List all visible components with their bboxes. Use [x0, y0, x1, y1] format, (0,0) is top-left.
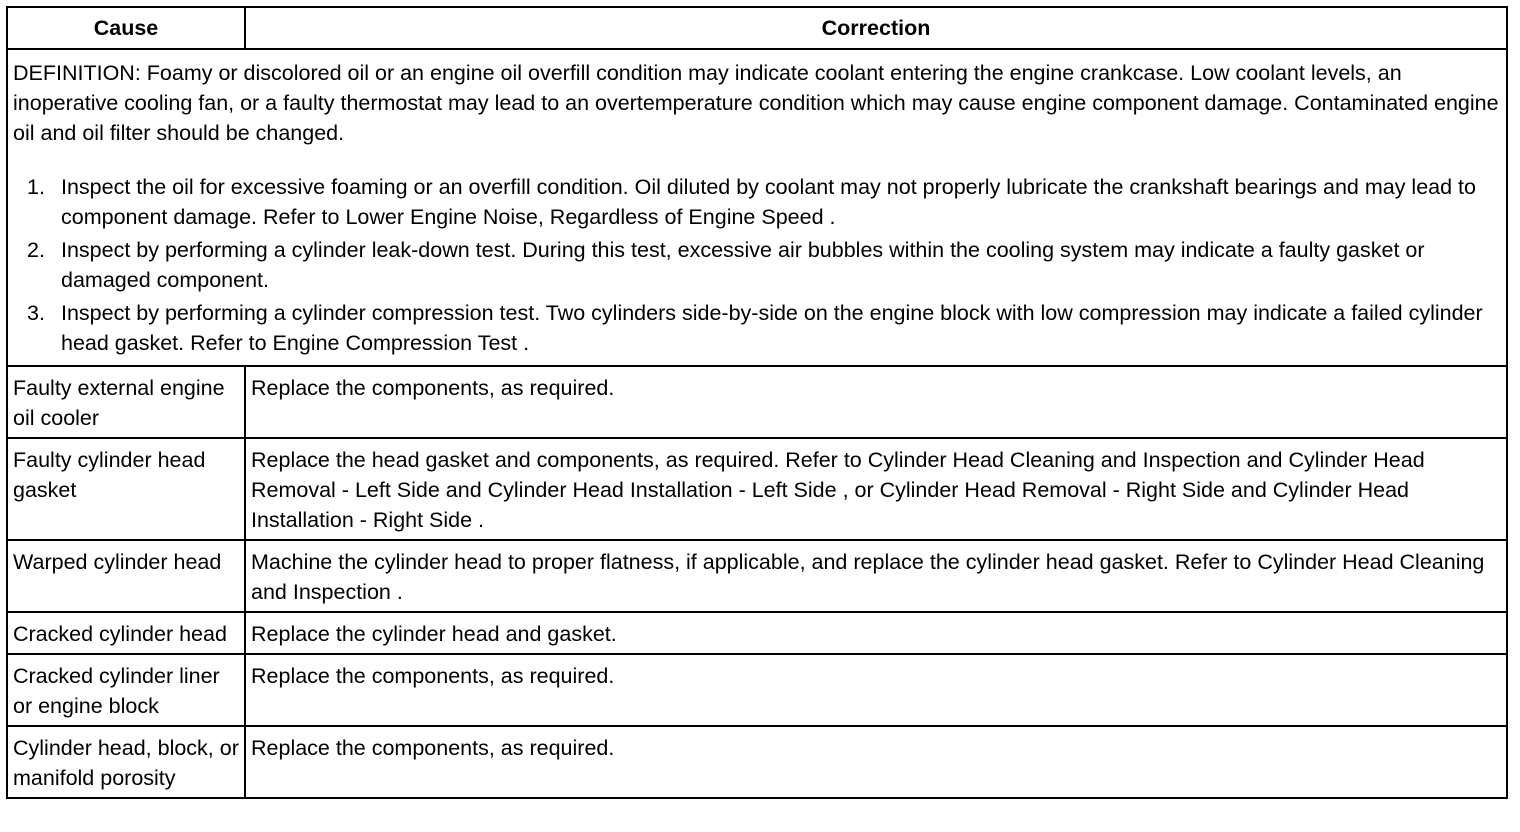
step-text: Inspect the oil for excessive foaming or an overfill condition. Oil diluted by coolant may not properly lubricate the crankshaft bearings and may lead to component damage. Refer to Lower Engine Noise, Regardless of Engine Speed . — [61, 175, 1476, 229]
cause-cell: Cracked cylinder liner or engine block — [7, 654, 245, 726]
correction-cell: Replace the components, as required. — [245, 366, 1507, 438]
definition-row — [7, 49, 1507, 366]
correction-cell: Replace the head gasket and components, as required. Refer to Cylinder Head Cleaning and Inspection and Cylinder Head Removal - Left Side and Cylinder Head Installation - Left Side , or Cylinder Head Removal - Right Side and Cylinder Head Installation - Right Side . — [245, 438, 1507, 540]
inspection-step — [27, 235, 1502, 295]
inspection-step — [27, 172, 1502, 232]
correction-column-header: Correction — [245, 7, 1507, 49]
step-text: Inspect by performing a cylinder compression test. Two cylinders side-by-side on the engine block with low compression may indicate a failed cylinder head gasket. Refer to Engine Compression Test . — [61, 301, 1483, 355]
cause-cell: Cracked cylinder head — [7, 612, 245, 654]
step-text: Inspect by performing a cylinder leak-down test. During this test, excessive air bubbles within the cooling system may indicate a faulty gasket or damaged component. — [61, 238, 1425, 292]
correction-cell: Machine the cylinder head to proper flatness, if applicable, and replace the cylinder head gasket. Refer to Cylinder Head Cleaning and Inspection . — [245, 540, 1507, 612]
inspection-steps-list — [13, 172, 1502, 358]
inspection-step — [27, 298, 1502, 358]
definition-text: DEFINITION: Foamy or discolored oil or an engine oil overfill condition may indicate coolant entering the engine crankcase. Low coolant levels, an inoperative cooling fan, or a faulty thermostat may lead to an overtemperature condition which may cause engine component damage. Contaminated engine oil and oil filter should be changed. — [13, 61, 1499, 145]
cause-cell: Cylinder head, block, or manifold porosity — [7, 726, 245, 798]
table-row — [7, 366, 1507, 438]
step-number: 3. — [27, 301, 45, 325]
cause-cell: Faulty external engine oil cooler — [7, 366, 245, 438]
table-header-row — [7, 7, 1507, 49]
correction-cell: Replace the components, as required. — [245, 654, 1507, 726]
table-row — [7, 540, 1507, 612]
definition-cell — [7, 49, 1507, 366]
correction-cell: Replace the cylinder head and gasket. — [245, 612, 1507, 654]
table-row — [7, 654, 1507, 726]
step-number: 1. — [27, 175, 45, 199]
cause-cell: Warped cylinder head — [7, 540, 245, 612]
table-row — [7, 612, 1507, 654]
table-row — [7, 726, 1507, 798]
step-number: 2. — [27, 238, 45, 262]
cause-cell: Faulty cylinder head gasket — [7, 438, 245, 540]
correction-cell: Replace the components, as required. — [245, 726, 1507, 798]
cause-column-header: Cause — [7, 7, 245, 49]
diagnostic-table — [6, 6, 1508, 799]
table-row — [7, 438, 1507, 540]
